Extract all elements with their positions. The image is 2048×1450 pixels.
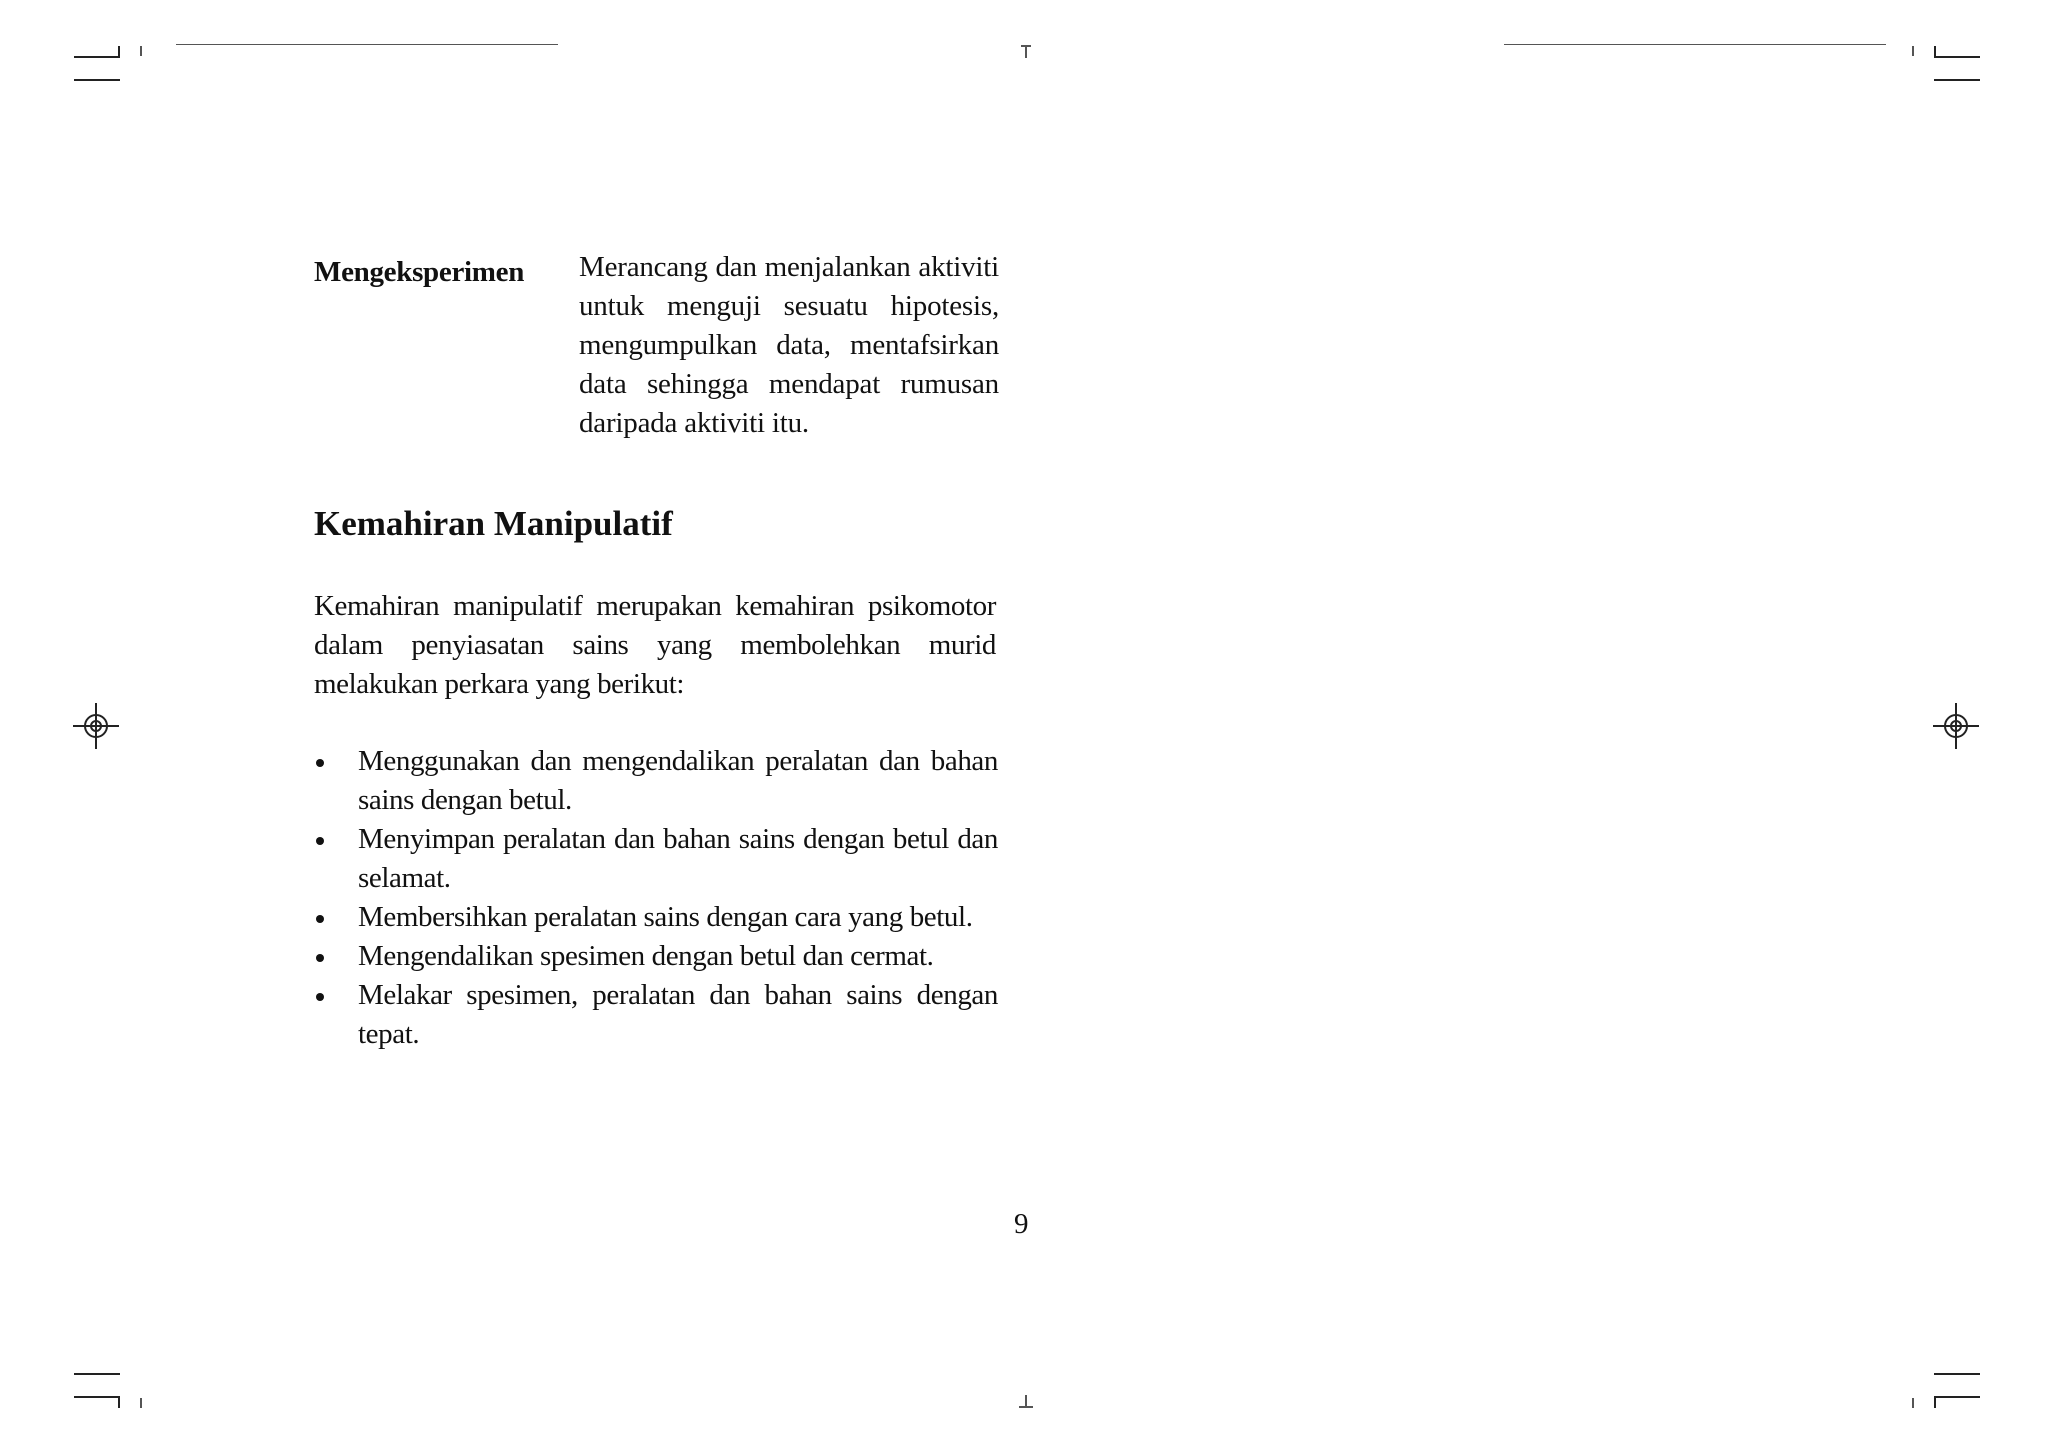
- registration-mark-right-icon: [1933, 703, 1979, 749]
- crop-mark-bottom-right-lower: [1934, 1396, 1980, 1398]
- list-item: Menyimpan peralatan dan bahan sains dengan betul dan selamat.: [314, 820, 998, 898]
- registration-mark-left-icon: [73, 703, 119, 749]
- crop-mark-top-left-vertical: [118, 46, 120, 58]
- crop-mark-top-right-line: [1504, 44, 1886, 45]
- crop-mark-top-left-tick: [140, 46, 142, 56]
- crop-mark-bottom-right-upper: [1934, 1373, 1980, 1375]
- crop-mark-top-left-upper: [74, 56, 120, 58]
- list-item: Menggunakan dan mengendalikan peralatan dan bahan sains dengan betul.: [314, 742, 998, 820]
- crop-mark-bottom-left-lower: [74, 1396, 120, 1398]
- list-item: Mengendalikan spesimen dengan betul dan cermat.: [314, 937, 998, 976]
- crop-mark-top-right-tick: [1912, 46, 1914, 56]
- crop-mark-bottom-left-tick: [140, 1398, 142, 1408]
- definition-term: Mengeksperimen: [314, 256, 525, 288]
- crop-mark-top-left-line: [176, 44, 558, 45]
- crop-mark-bottom-left-vertical: [118, 1396, 120, 1408]
- crop-mark-top-center-stem: [1025, 45, 1027, 58]
- crop-mark-top-right-upper: [1934, 56, 1980, 58]
- crop-mark-top-left-lower: [74, 79, 120, 81]
- crop-mark-bottom-center-bar: [1019, 1406, 1033, 1408]
- definition-text: Merancang dan menjalankan aktiviti untuk menguji sesuatu hipotesis, mengumpulkan data, mentafsirkan data sehingga mendapat rumusan daripada aktiviti itu.: [579, 251, 999, 439]
- skills-list: [314, 742, 998, 1054]
- section-heading: Kemahiran Manipulatif: [314, 504, 673, 543]
- list-item: Melakar spesimen, peralatan dan bahan sains dengan tepat.: [314, 976, 998, 1054]
- crop-mark-top-right-lower: [1934, 79, 1980, 81]
- intro-paragraph: Kemahiran manipulatif merupakan kemahiran psikomotor dalam penyiasatan sains yang membolehkan murid melakukan perkara yang berikut:: [314, 590, 996, 700]
- list-item: Membersihkan peralatan sains dengan cara yang betul.: [314, 898, 998, 937]
- crop-mark-bottom-right-tick: [1912, 1398, 1914, 1408]
- crop-mark-bottom-left-upper: [74, 1373, 120, 1375]
- page-number: 9: [1014, 1208, 1029, 1240]
